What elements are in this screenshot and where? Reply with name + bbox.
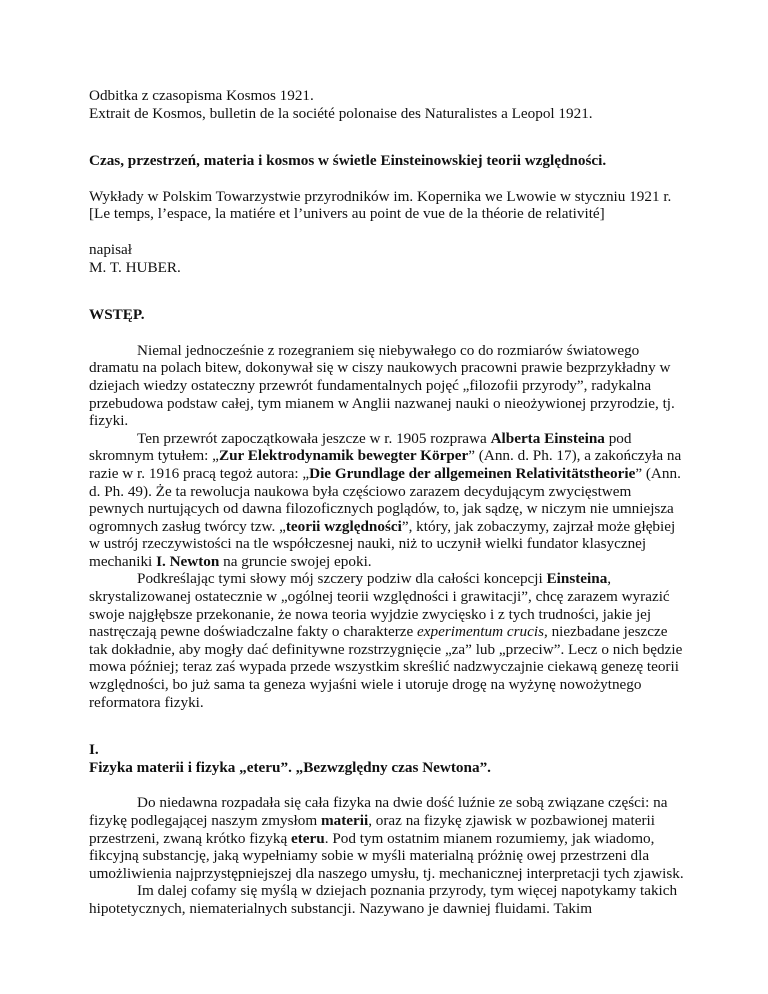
document-subtitle [89,188,689,223]
publication-header [89,87,689,122]
term-experimentum-crucis: experimentum crucis [417,623,544,641]
subtitle-polish: Wykłady w Polskim Towarzystwie przyrodników im. Kopernika we Lwowie w styczniu 1921 r. [89,187,672,205]
intro-paragraph-3: Podkreślając tymi słowy mój szczery podziw dla całości koncepcji Einsteina, skrystalizowanej ostatecznie w „ogólnej teorii względności i grawitacji”, chcę zarazem wyrazić swoje najgłębsze przekonanie, że nowa teoria wyjdzie zwycięsko i z tych trudności, jakie jej nastręczają pewne doświadczalne fakty o charakterze experimentum crucis, niezbadane jeszcze tak dokładnie, aby mogły dać definitywne rozstrzygnięcie „za” lub „przeciw”. Lecz o nich będzie mowa później; teraz zaś wypada przede wszystkim skreślić nadzwyczajnie ciekawą genezę teorii względności, bo już sama ta geneza wyjaśni wiele i utoruje drogę na wyżynę nowożytnego reformatora fizyki. [89,570,683,711]
term-eter: eteru [290,829,325,847]
name-newton: I. Newton [156,552,220,570]
document-page [89,87,689,918]
document-title: Czas, przestrzeń, materia i kosmos w świetle Einsteinowskiej teorii względności. [89,152,607,170]
author-label: napisał [89,240,133,258]
paper-title-1905: Zur Elektrodynamik bewegter Körper [218,447,469,465]
author-einstein-name: Alberta Einsteina [490,429,605,447]
section-1-paragraph-1: Do niedawna rozpadała się cała fizyka na dwie dość luźnie ze sobą związane części: na fizykę podlegającej naszym zmysłom materii, oraz na fizykę zjawisk w pozbawionej materii przestrzeni, zwaną krótko fizyką eteru. Pod tym ostatnim mianem rozumiemy, jak wiadomo, fikcyjną substancję, jaką wypełniamy sobie w myśli materialną próżnię owej przestrzeni dla umożliwienia najprzystępniejszej dla naszego umysłu, tj. mechanicznej interpretacji tych zjawisk. [89,794,684,882]
term-relativity-theory: teorii względności [285,517,402,535]
paper-title-1916: Die Grundlage der allgemeinen Relativitätstheorie [309,464,636,482]
author-block [89,241,689,276]
subtitle-french: [Le temps, l’espace, la matiére et l’univers au point de vue de la théorie de relativité] [89,205,605,223]
intro-heading: WSTĘP. [89,306,145,324]
name-einstein: Einsteina [546,570,608,588]
header-line-french: Extrait de Kosmos, bulletin de la société polonaise des Naturalistes a Leopol 1921. [89,104,593,122]
term-materia: materii [320,812,369,829]
header-line-polish: Odbitka z czasopisma Kosmos 1921. [89,87,314,104]
intro-paragraph-2: Ten przewrót zapoczątkowała jeszcze w r. 1905 rozprawa Alberta Einsteina pod skromnym tytułem: „Zur Elektrodynamik bewegter Körper” (Ann. d. Ph. 17), a zakończyła na razie w r. 1916 pracą tegoż autora: „Die Grundlage der allgemeinen Relativitätstheorie” (Ann. d. Ph. 49). Że ta rewolucja naukowa była częściowo zarazem decydującym zwycięstwem pewnych nurtujących od dawna filozoficznych poglądów, to, jak sądzę, w niczym nie umniejsza ogromnych zasług twórcy tzw. „teorii względności”, który, jak zobaczymy, zajrzał może głębiej w ustrój rzeczywistości na tle współczesnej nauki, niż to uczynił wielki fundator klasycznej mechaniki I. Newton na gruncie swojej epoki. [89,429,682,570]
section-1-paragraph-2: Im dalej cofamy się myślą w dziejach poznania przyrody, tym więcej napotykamy takich hipotetycznych, niematerialnych substancji. Nazywano je dawniej fluidami. Takim [89,882,678,917]
author-name: M. T. HUBER. [89,258,181,276]
section-1-number: I. [89,741,99,759]
section-1-title: Fizyka materii i fizyka „eteru”. „Bezwzględny czas Newtona”. [89,758,491,776]
intro-paragraph-1: Niemal jednocześnie z rozegraniem się niebywałego co do rozmiarów światowego dramatu na polach bitew, dokonywał się w ciszy naukowych pracowni prawie bezprzykładny w dziejach wiedzy ostateczny przewrót fundamentalnych pojęć „filozofii przyrody”, radykalna przebudowa podstaw całej, tym mianem w Anglii nazwanej nauki o nieożywionej przyrodzie, tj. fizyki. [89,341,675,430]
section-1-heading [89,741,689,776]
